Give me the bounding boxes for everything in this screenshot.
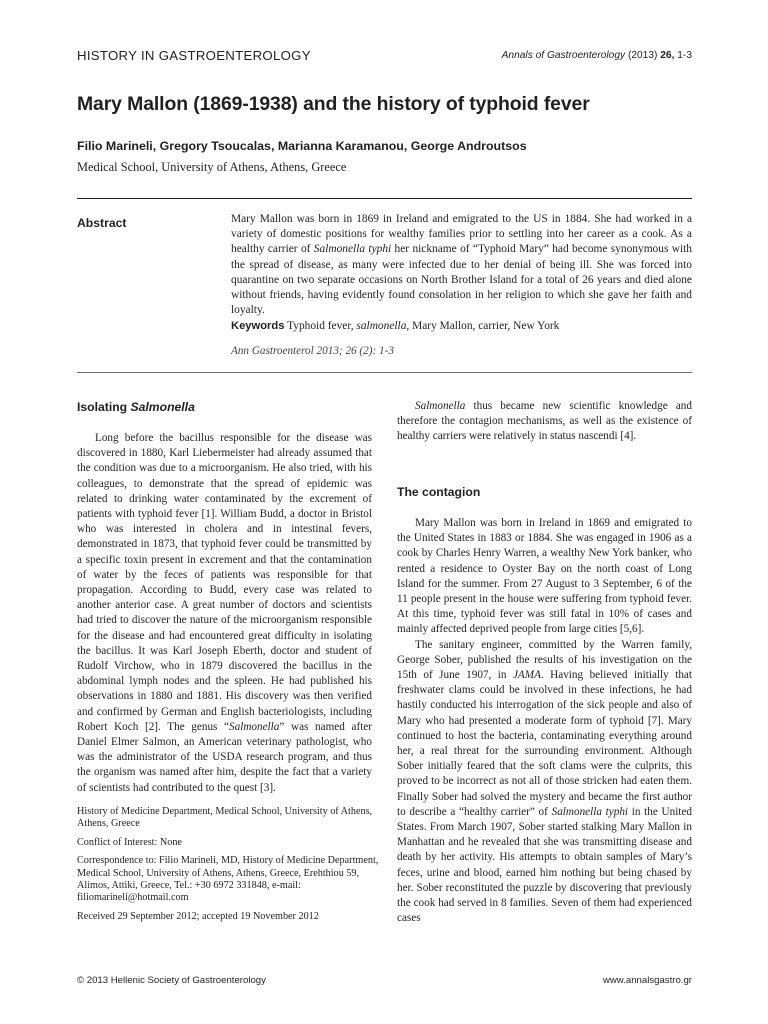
- keywords-text: , Mary Mallon, carrier, New York: [406, 320, 560, 332]
- author-list: Filio Marineli, Gregory Tsoucalas, Marianna Karamanou, George Androutsos: [77, 139, 527, 153]
- section-label: HISTORY IN GASTROENTEROLOGY: [77, 48, 311, 63]
- citation-line: Ann Gastroenterol 2013; 26 (2): 1-3: [231, 345, 394, 357]
- journal-volume: 26,: [660, 50, 675, 61]
- abstract-bottom-rule: [77, 372, 692, 373]
- left-column-body: [77, 431, 372, 796]
- journal-reference: [502, 50, 692, 61]
- paragraph-text: The sanitary engineer, committed by the Warren family, George Sober, published the results of his investigation on the 15th of June 1907, in: [397, 638, 692, 682]
- paragraph-italic: Salmonella: [229, 720, 280, 733]
- author-affiliation: Medical School, University of Athens, Athens, Greece: [77, 160, 347, 174]
- section-heading-isolating: [77, 400, 195, 414]
- section-heading-contagion: The contagion: [397, 485, 481, 499]
- right-column-intro: [397, 399, 692, 445]
- journal-pages: 1-3: [677, 50, 692, 61]
- keywords-italic: salmonella: [356, 320, 407, 332]
- journal-year: (2013): [627, 50, 658, 61]
- footnote-received: Received 29 September 2012; accepted 19 November 2012: [77, 910, 319, 922]
- abstract-text-part: her nickname of “Typhoid Mary” had become synonymous with the spread of disease, as many were infected due to her denial of being ill. She was forced into quarantine on two separate occasions on North Brother Island for a total of 26 years and died alone without friends, having evidently found consolation in her religion to which she gave her faith and loyalty.: [231, 243, 692, 317]
- paragraph-text: ” was named after Daniel Elmer Salmon, an American veterinary pathologist, who was the administrator of the USDA research program, and thus the organism was named after him, despite the fact that a variety of scientists had contributed to the quest [3].: [77, 720, 372, 794]
- paragraph-text: thus became new scientific knowledge and therefore the contagion mechanisms, as well as the existence of healthy carriers were relatively in status nascendi [4].: [397, 400, 692, 443]
- paragraph: Mary Mallon was born in Ireland in 1869 and emigrated to the United States in 1883 or 1884. She was engaged in 1906 as a cook by Charles Henry Warren, a wealthy New York banker, who rented a residence to Oyster Bay on the north coast of Long Island for the summer. From 27 August to 3 September, 6 of the 11 people present in the house were suffering from typhoid fever. At this time, typhoid fever was still fatal in 10% of cases and mainly affected deprived people from large cities [5,6].: [397, 517, 692, 636]
- footer-copyright: © 2013 Hellenic Society of Gastroenterology: [77, 975, 266, 986]
- footnote-correspondence: Correspondence to: Filio Marineli, MD, History of Medicine Department, Medical School, University of Athens, Athens, Greece, Erehthiou 59, Alimos, Attiki, Greece, Tel.: +30 6972 331848, e-mail: filiomarineli@hotmail.com: [77, 855, 379, 904]
- abstract-text-part: Mary Mallon was born in 1869 in Ireland and emigrated to the US in 1884. She had worked in a variety of domestic positions for wealthy families prior to settling into her career as a cook. As a healthy carrier of: [231, 213, 692, 256]
- paragraph-italic: Salmonella: [415, 400, 466, 412]
- footnotes: [77, 806, 382, 929]
- paragraph-text: Long before the bacillus responsible for the disease was discovered in 1880, Karl Liebermeister had already assumed that the condition was due to a microorganism. He also tried, with his colleagues, to demonstrate that the spread of epidemic was related to drinking water contaminated by the excrement of patients with typhoid fever [1]. William Budd, a doctor in Bristol who was interested in cholera and in intestinal fevers, demonstrated in 1873, that typhoid fever could be transmitted by a specific toxin present in excrement and that the contamination of water by the feces of patients was responsible for that propagation. According to Budd, every case was related to another anterior case. A great number of doctors and scientists had tried to discover the nature of the microorganism responsible for the disease and had encountered great difficulty in isolating the bacillus. It was Karl Joseph Eberth, doctor and student of Rudolf Virchow, who in 1879 discovered the bacillus in the abdominal lymph nodes and the spleen. He had published his observations in 1880 and 1881. His discovery was then verified and confirmed by German and English bacteriologists, including Robert Koch [2]. The genus “: [77, 432, 372, 733]
- paragraph-italic: Salmonella typhi: [551, 805, 629, 818]
- footnote-conflict: Conflict of Interest: None: [77, 836, 182, 848]
- paragraph: [397, 399, 692, 445]
- journal-name: Annals of Gastroenterology: [501, 50, 626, 61]
- right-column-body: [397, 516, 692, 926]
- abstract-text: [231, 212, 692, 318]
- keywords-label: Keywords: [231, 320, 285, 332]
- paragraph-text: . Having believed initially that freshwater clams could be involved in these infections, he had hastily conducted his interrogation of the sick people and also of Mary who had presented a moderate form of typhoid [7]. Mary continued to host the bacteria, contaminating everything around her, a real threat for the surrounding environment. Although Sober initially feared that the soft clams were the culprits, this proved to be incorrect as not all of those stricken had eaten them. Finally Sober had solved the mystery and became the first author to describe a “healthy carrier” of: [397, 669, 692, 818]
- paragraph: [77, 431, 372, 796]
- abstract-text-italic: Salmonella typhi: [313, 243, 392, 256]
- footer-website-link[interactable]: www.annalsgastro.gr: [602, 975, 692, 986]
- paragraph: [397, 638, 692, 927]
- paragraph-text: in the United States. From March 1907, Sober started stalking Mary Mallon in Manhattan and he revealed that she was transmitting disease and death by her activity. His attempts to obtain samples of Mary’s feces, urine and blood, earned him nothing but being chased by her. Sober reconstituted the puzzle by discovering that previously the cook had served in 8 families. Seven of them had experienced cases: [397, 805, 692, 925]
- keywords-line: [231, 320, 692, 332]
- footnote-department: History of Medicine Department, Medical School, University of Athens, Athens, Greece: [77, 806, 373, 830]
- paragraph-italic: JAMA: [512, 669, 541, 682]
- running-head: [77, 48, 692, 68]
- article-title: Mary Mallon (1869-1938) and the history of typhoid fever: [77, 93, 590, 115]
- keywords-text: Typhoid fever,: [284, 320, 357, 332]
- heading-text: Isolating: [77, 400, 131, 414]
- heading-italic: Salmonella: [130, 400, 195, 414]
- abstract-top-rule: [77, 198, 692, 199]
- abstract-heading: Abstract: [77, 216, 127, 230]
